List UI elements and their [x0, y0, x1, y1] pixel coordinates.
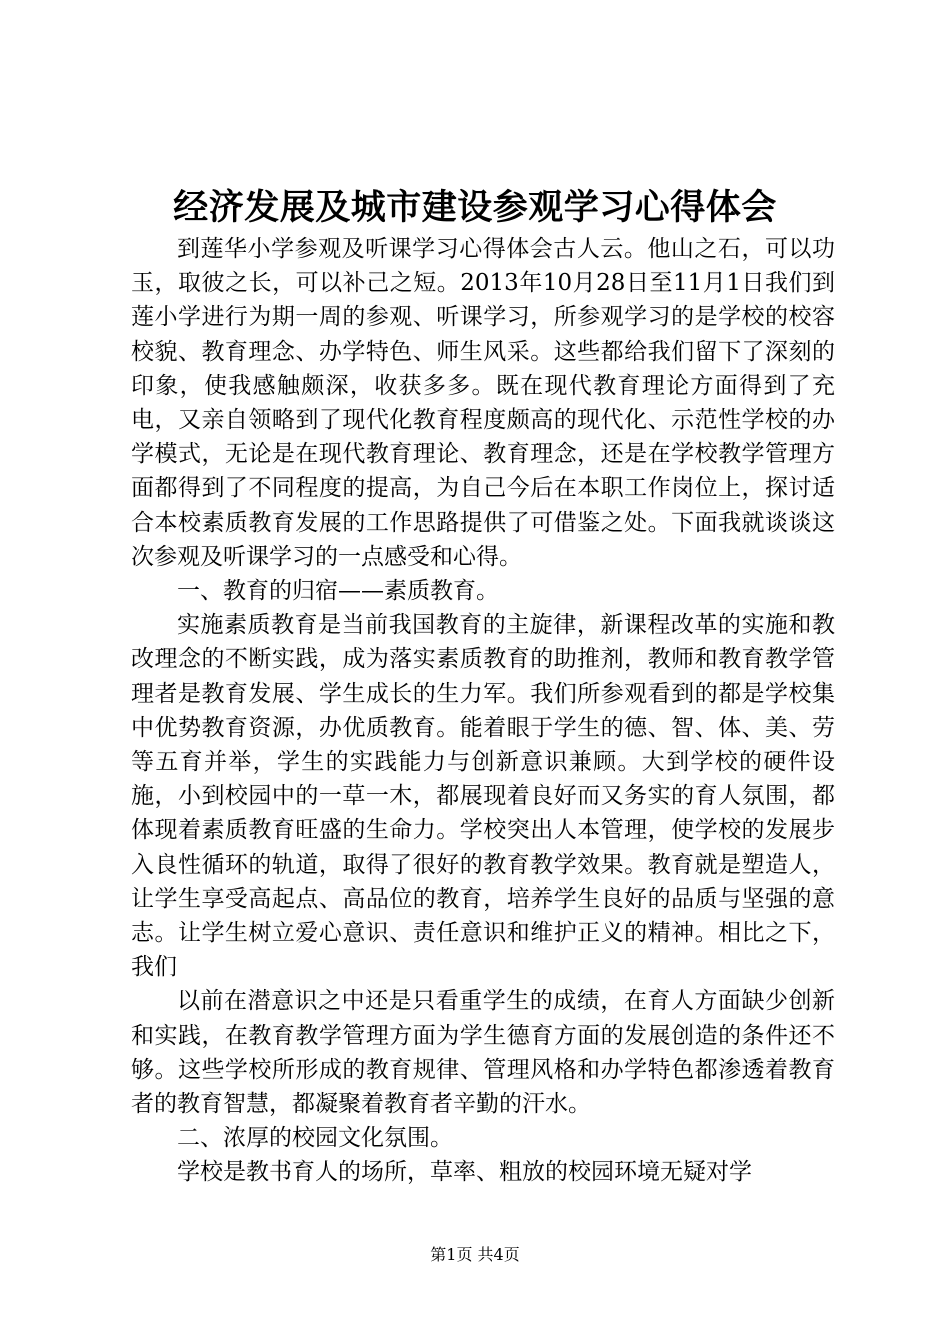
page-number-footer: 第1页 共4页: [430, 1245, 520, 1264]
section-heading-2: 二、浓厚的校园文化氛围。: [177, 1125, 453, 1152]
paragraph-section-2: 学校是教书育人的场所，草率、粗放的校园环境无疑对学: [177, 1159, 752, 1186]
section-heading-1: 一、教育的归宿——素质教育。: [177, 578, 499, 605]
document-body: [131, 232, 835, 1190]
paragraph-section-1-continued: 以前在潜意识之中还是只看重学生的成绩，在育人方面缺少创新和实践，在教育教学管理方面为学生德育方面的发展创造的条件还不够。这些学校所形成的教育规律、管理风格和办学特色都渗透着教育者的教育智慧，都凝聚着教育者辛勤的汗水。: [131, 988, 835, 1118]
paragraph-intro: 到莲华小学参观及听课学习心得体会古人云。他山之石，可以功玉，取彼之长，可以补己之短。2013年10月28日至11月1日我们到莲小学进行为期一周的参观、听课学习，所参观学习的是学校的校容校貌、教育理念、办学特色、师生风采。这些都给我们留下了深刻的印象，使我感触颇深，收获多多。既在现代教育理论方面得到了充电，又亲自领略到了现代化教育程度颇高的现代化、示范性学校的办学模式，无论是在现代教育理论、教育理念，还是在学校教学管理方面都得到了不同程度的提高，为自己今后在本职工作岗位上，探讨适合本校素质教育发展的工作思路提供了可借鉴之处。下面我就谈谈这次参观及听课学习的一点感受和心得。: [131, 236, 835, 570]
paragraph-section-1: 实施素质教育是当前我国教育的主旋律，新课程改革的实施和教改理念的不断实践，成为落实素质教育的助推剂，教师和教育教学管理者是教育发展、学生成长的生力军。我们所参观看到的都是学校集中优势教育资源，办优质教育。能着眼于学生的德、智、体、美、劳等五育并举，学生的实践能力与创新意识兼顾。大到学校的硬件设施，小到校园中的一草一木，都展现着良好而又务实的育人氛围，都体现着素质教育旺盛的生命力。学校突出人本管理，使学校的发展步入良性循环的轨道，取得了很好的教育教学效果。教育就是塑造人，让学生享受高起点、高品位的教育，培养学生良好的品质与坚强的意志。让学生树立爱心意识、责任意识和维护正义的精神。相比之下，我们: [131, 612, 835, 981]
document-title: 经济发展及城市建设参观学习心得体会: [173, 187, 777, 228]
